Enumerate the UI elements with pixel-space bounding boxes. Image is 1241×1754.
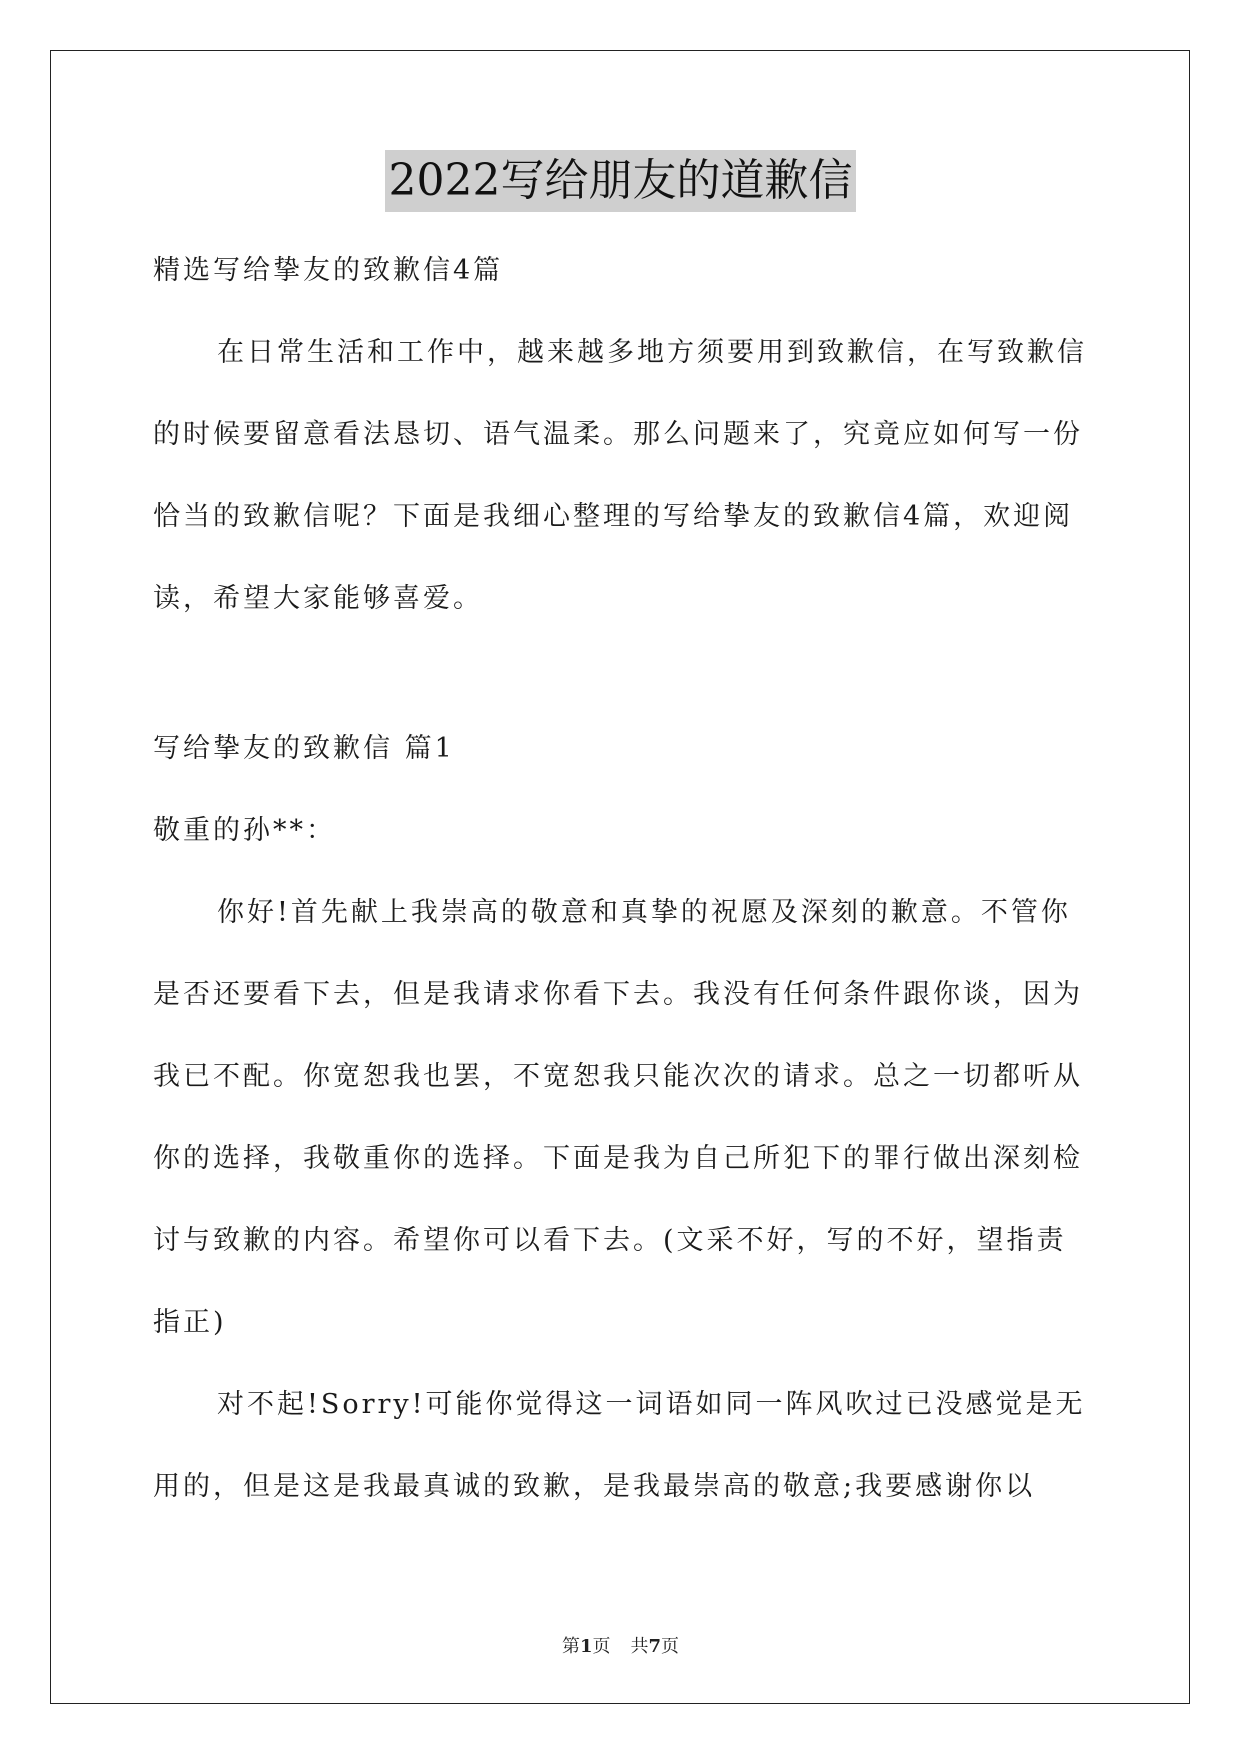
letter-paragraph-1: 你好!首先献上我崇高的敬意和真挚的祝愿及深刻的歉意。不管你是否还要看下去，但是我请求你看下去。我没有任何条件跟你谈，因为我已不配。你宽恕我也罢，不宽恕我只能次次的请求。总之一切都听从你的选择，我敬重你的选择。下面是我为自己所犯下的罪行做出深刻检讨与致歉的内容。希望你可以看下去。(文采不好，写的不好，望指责指正) — [153, 897, 1083, 1338]
document-subtitle: 精选写给挚友的致歉信4篇 — [153, 255, 504, 286]
page-total: 7 — [648, 1636, 662, 1657]
page-current: 1 — [579, 1636, 593, 1657]
salutation: 敬重的孙**： — [153, 815, 336, 846]
section-gap — [153, 640, 1093, 708]
document-body — [153, 230, 1093, 1528]
page-prefix: 第 — [561, 1636, 580, 1657]
document-title: 2022写给朋友的道歉信 — [385, 150, 857, 212]
section-heading: 写给挚友的致歉信 篇1 — [153, 733, 455, 764]
intro-paragraph: 在日常生活和工作中，越来越多地方须要用到致歉信，在写致歉信的时候要留意看法恳切、语气温柔。那么问题来了，究竟应如何写一份恰当的致歉信呢？下面是我细心整理的写给挚友的致歉信4篇，欢迎阅读，希望大家能够喜爱。 — [153, 337, 1087, 614]
page-footer — [0, 1632, 1241, 1658]
page-suffix: 页 — [592, 1636, 611, 1657]
total-suffix: 页 — [661, 1636, 680, 1657]
letter-paragraph-2: 对不起!Sorry!可能你觉得这一词语如同一阵风吹过已没感觉是无用的，但是这是我最真诚的致歉，是我最崇高的敬意;我要感谢你以 — [153, 1389, 1086, 1502]
title-container — [0, 150, 1241, 212]
total-prefix: 共 — [630, 1636, 649, 1657]
